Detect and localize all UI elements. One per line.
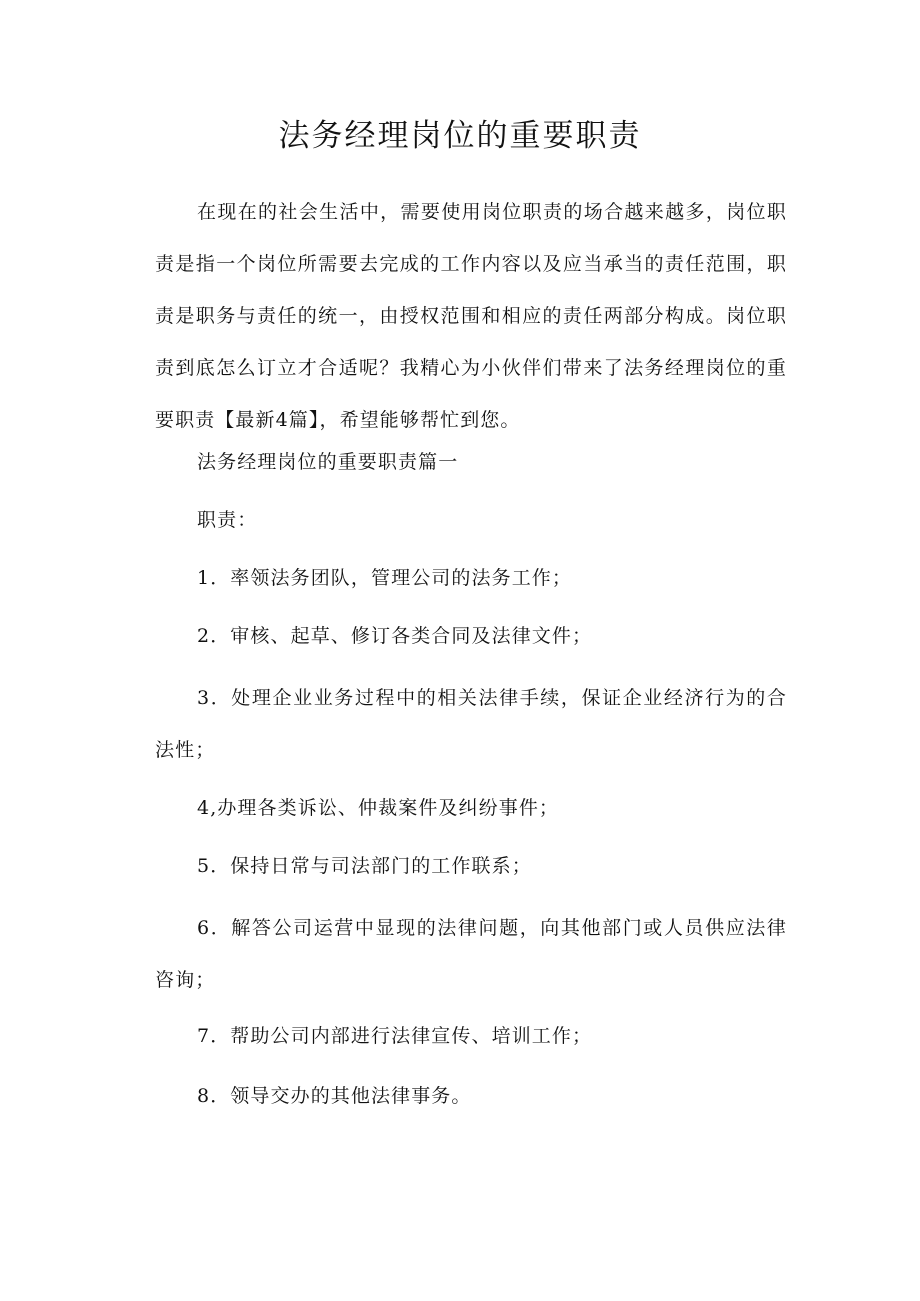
duty-item-8: 8．领导交办的其他法律事务。 <box>197 1085 472 1107</box>
intro-paragraph: 在现在的社会生活中，需要使用岗位职责的场合越来越多，岗位职责是指一个岗位所需要去完成的工作内容以及应当承当的责任范围，职责是职务与责任的统一，由授权范围和相应的责任两部分构成。岗位职责到底怎么订立才合适呢？我精心为小伙伴们带来了法务经理岗位的重要职责【最新4篇】，希望能够帮忙到您。 <box>155 201 787 431</box>
duty-item-4: 4,办理各类诉讼、仲裁案件及纠纷事件； <box>197 797 560 819</box>
section-heading: 法务经理岗位的重要职责篇一 <box>197 451 459 473</box>
duty-item-7: 7．帮助公司内部进行法律宣传、培训工作； <box>197 1025 593 1047</box>
duty-item-5: 5．保持日常与司法部门的工作联系； <box>197 855 532 877</box>
duty-item-6: 6．解答公司运营中显现的法律问题，向其他部门或人员供应法律咨询； <box>155 917 787 991</box>
duty-item-1: 1．率领法务团队，管理公司的法务工作； <box>197 567 572 589</box>
duties-label: 职责： <box>197 509 258 531</box>
duty-item-3: 3．处理企业业务过程中的相关法律手续，保证企业经济行为的合法性； <box>155 687 787 761</box>
duty-item-2: 2．审核、起草、修订各类合同及法律文件； <box>197 625 593 647</box>
document-title: 法务经理岗位的重要职责 <box>278 118 642 154</box>
